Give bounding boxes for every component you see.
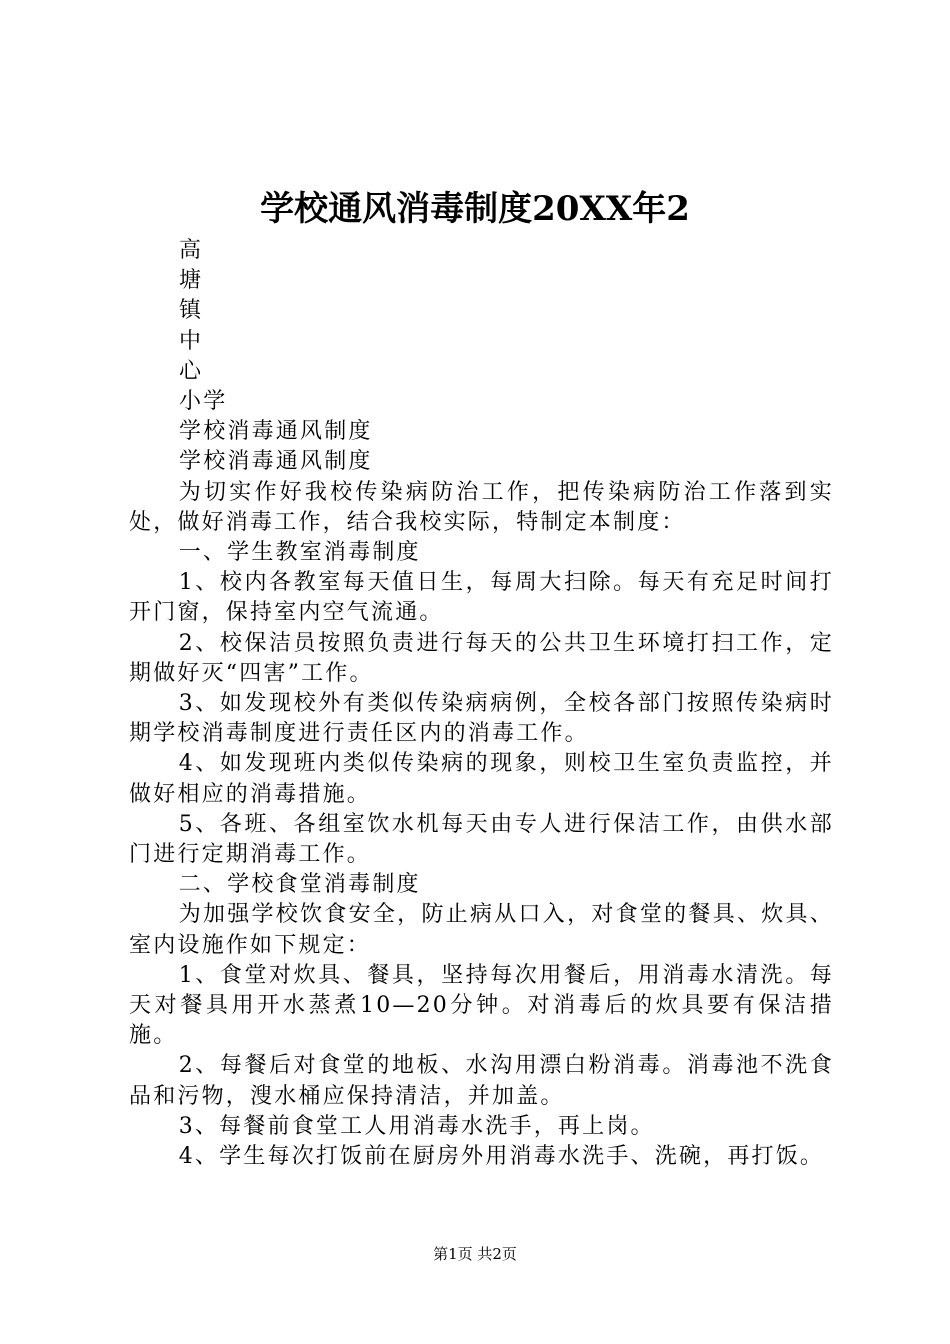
paragraph-school-name-6: 小学 [179, 389, 228, 415]
page-footer: 第1页 共2页 [433, 1245, 517, 1263]
paragraph-subtitle-1: 学校消毒通风制度 [179, 419, 373, 445]
section-heading-classroom: 一、学生教室消毒制度 [178, 540, 421, 566]
paragraph-subtitle-2: 学校消毒通风制度 [179, 449, 373, 475]
document-title: 学校通风消毒制度20XX年2 [260, 189, 690, 229]
paragraph-school-name-4: 中 [179, 328, 204, 354]
list-item-classroom-2: 2、校保洁员按照负责进行每天的公共卫生环境打扫工作，定期做好灭“四害”工作。 [129, 630, 834, 686]
list-item-classroom-1: 1、校内各教室每天值日生，每周大扫除。每天有充足时间打开门窗，保持室内空气流通。 [129, 570, 834, 626]
list-item-canteen-1: 1、食堂对炊具、餐具，坚持每次用餐后，用消毒水清洗。每天对餐具用开水蒸煮10—20分钟。对消毒后的炊具要有保洁措施。 [129, 962, 834, 1049]
list-item-canteen-2: 2、每餐后对食堂的地板、水沟用漂白粉消毒。消毒池不洗食品和污物，溲水桶应保持清洁，并加盖。 [129, 1053, 834, 1109]
paragraph-school-name-3: 镇 [179, 298, 204, 324]
paragraph-canteen-intro: 为加强学校饮食安全，防止病从口入，对食堂的餐具、炊具、室内设施作如下规定： [129, 902, 834, 958]
paragraph-intro: 为切实作好我校传染病防治工作，把传染病防治工作落到实处，做好消毒工作，结合我校实际，特制定本制度： [129, 479, 834, 535]
list-item-canteen-3: 3、每餐前食堂工人用消毒水洗手，再上岗。 [178, 1113, 655, 1139]
list-item-classroom-3: 3、如发现校外有类似传染病病例，全校各部门按照传染病时期学校消毒制度进行责任区内的消毒工作。 [129, 691, 834, 747]
list-item-canteen-4: 4、学生每次打饭前在厨房外用消毒水洗手、洗碗，再打饭。 [178, 1144, 825, 1170]
document-body [129, 236, 834, 1172]
paragraph-school-name-1: 高 [179, 238, 204, 263]
list-item-classroom-5: 5、各班、各组室饮水机每天由专人进行保洁工作，由供水部门进行定期消毒工作。 [129, 811, 834, 868]
list-item-classroom-4: 4、如发现班内类似传染病的现象，则校卫生室负责监控，并做好相应的消毒措施。 [129, 751, 834, 807]
section-heading-canteen: 二、学校食堂消毒制度 [178, 872, 421, 898]
paragraph-school-name-5: 心 [179, 358, 204, 384]
paragraph-school-name-2: 塘 [179, 268, 204, 294]
